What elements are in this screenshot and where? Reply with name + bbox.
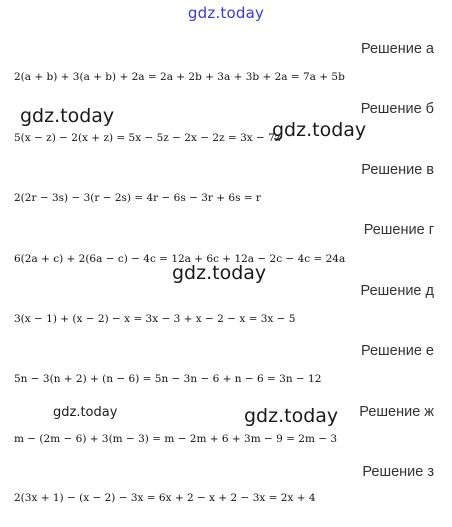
watermark: gdz.today xyxy=(244,405,339,427)
solution-heading-g: Решение г xyxy=(363,222,434,238)
solution-heading-b: Решение б xyxy=(360,101,434,117)
solution-equation-b: 5(x − z) − 2(x + z) = 5x − 5z − 2x − 2z = 3x − 7z xyxy=(14,132,281,144)
solution-equation-a: 2(a + b) + 3(a + b) + 2a = 2a + 2b + 3a + 3b + 2a = 7a + 5b xyxy=(14,71,345,83)
watermark: gdz.today xyxy=(272,119,367,141)
solution-equation-z: 2(3x + 1) − (x − 2) − 3x = 6x + 2 − x + 2 − 3x = 2x + 4 xyxy=(14,492,316,504)
solution-equation-e: 5n − 3(n + 2) + (n − 6) = 5n − 3n − 6 + n − 6 = 3n − 12 xyxy=(14,373,322,385)
watermark: gdz.today xyxy=(53,405,118,420)
watermark: gdz.today xyxy=(172,262,267,284)
solution-equation-v: 2(2r − 3s) − 3(r − 2s) = 4r − 6s − 3r + 6s = r xyxy=(14,192,261,204)
solution-equation-zh: m − (2m − 6) + 3(m − 3) = m − 2m + 6 + 3m − 9 = 2m − 3 xyxy=(14,433,338,445)
solution-heading-v: Решение в xyxy=(361,162,434,178)
site-header-logo[interactable]: gdz.today xyxy=(187,4,265,22)
solution-equation-d: 3(x − 1) + (x − 2) − x = 3x − 3 + x − 2 − x = 3x − 5 xyxy=(14,313,296,325)
solution-heading-e: Решение е xyxy=(360,343,434,359)
solution-heading-z: Решение з xyxy=(362,464,434,480)
solution-heading-a: Решение а xyxy=(360,41,434,57)
solution-heading-d: Решение д xyxy=(360,283,434,299)
solution-equation-g: 6(2a + c) + 2(6a − c) − 4c = 12a + 6c + 12a − 2c − 4c = 24a xyxy=(14,253,346,265)
watermark: gdz.today xyxy=(20,105,115,127)
solution-heading-zh: Решение ж xyxy=(359,404,434,420)
